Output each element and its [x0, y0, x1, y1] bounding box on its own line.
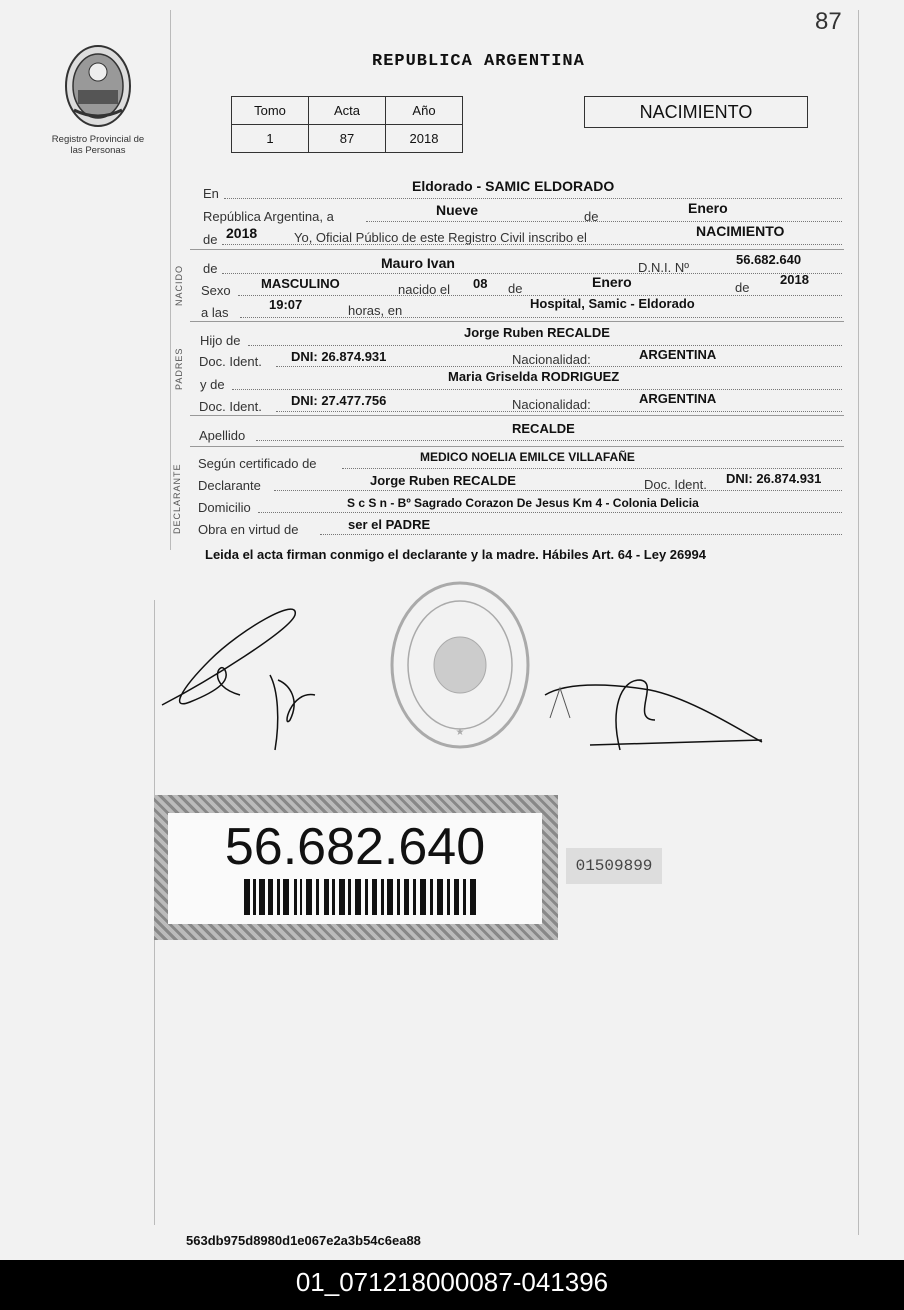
header-ano: Año	[386, 97, 463, 125]
father-nationality: ARGENTINA	[639, 347, 717, 362]
hijo-label: Hijo de	[200, 333, 241, 348]
alas-label: a las	[201, 305, 229, 320]
child-sex: MASCULINO	[261, 276, 340, 291]
section-separator	[190, 446, 844, 447]
control-code: 01509899	[566, 848, 662, 884]
father-name: Jorge Ruben RECALDE	[464, 325, 610, 340]
decl-doc-label: Doc. Ident.	[644, 477, 707, 492]
intro-place: Eldorado - SAMIC ELDORADO	[412, 178, 615, 194]
birth-year: 2018	[780, 272, 809, 287]
mother-doc-label: Doc. Ident.	[199, 399, 262, 414]
en-label: En	[203, 186, 219, 201]
obra-value: ser el PADRE	[348, 517, 431, 532]
mother-nat-label: Nacionalidad:	[512, 397, 591, 412]
birth-time: 19:07	[269, 297, 303, 312]
document-title: REPUBLICA ARGENTINA	[372, 52, 585, 71]
republica-label: República Argentina, a	[203, 209, 334, 224]
cert-value: MEDICO NOELIA EMILCE VILLAFAÑE	[420, 450, 635, 464]
official-stamp-icon	[392, 583, 528, 747]
barcode-icon	[244, 879, 480, 915]
dotted-line	[274, 490, 842, 491]
dotted-line	[342, 468, 842, 469]
signature-declarant-icon	[162, 609, 315, 750]
nacido-de-label: de	[203, 261, 218, 276]
document-hash: 563db975d8980d1e067e2a3b54c6ea88	[186, 1233, 421, 1248]
mother-nationality: ARGENTINA	[639, 391, 717, 406]
birth-month: Enero	[592, 274, 632, 290]
left-margin-line	[170, 10, 171, 550]
section-separator	[190, 249, 844, 250]
de-label: de	[584, 209, 599, 224]
decl-label: Declarante	[198, 478, 261, 493]
dotted-line	[258, 512, 842, 513]
dotted-line	[256, 440, 842, 441]
birth-day: 08	[473, 276, 488, 291]
decl-doc: DNI: 26.874.931	[726, 471, 822, 486]
act-type-box: NACIMIENTO	[584, 96, 808, 128]
father-doc-label: Doc. Ident.	[199, 354, 262, 369]
child-dni: 56.682.640	[736, 252, 802, 267]
dom-label: Domicilio	[198, 500, 251, 515]
section-separator	[190, 321, 844, 322]
intro-year: 2018	[226, 225, 258, 241]
section-separator	[190, 415, 844, 416]
nacido-el-label: nacido el	[398, 282, 451, 297]
apellido-value: RECALDE	[512, 421, 575, 436]
header-tomo: Tomo	[232, 97, 309, 125]
dotted-line	[240, 317, 842, 318]
horas-label: horas, en	[348, 303, 403, 318]
dotted-line	[224, 198, 842, 199]
signatures-and-stamp	[150, 570, 790, 770]
birth-place: Hospital, Samic - Eldorado	[530, 296, 695, 311]
dotted-line	[222, 273, 842, 274]
obra-label: Obra en virtud de	[198, 522, 299, 537]
right-margin-line	[858, 10, 859, 1235]
mother-name: Maria Griselda RODRIGUEZ	[448, 369, 620, 384]
header-acta: Acta	[309, 97, 386, 125]
decl-value: Jorge Ruben RECALDE	[370, 473, 516, 488]
child-name: Mauro Ivan	[381, 255, 455, 271]
signature-official-icon	[545, 680, 762, 750]
dotted-line	[366, 221, 842, 222]
dom-value: S c S n - Bº Sagrado Corazon De Jesus Km 4 - Colonia Delicia	[347, 496, 699, 510]
dni-label: D.N.I. Nº	[638, 260, 689, 275]
sticker-number: 56.682.640	[224, 818, 486, 876]
dotted-line	[248, 345, 842, 346]
sexo-label: Sexo	[201, 283, 231, 298]
nacido-side-label: NACIDO	[174, 264, 184, 306]
father-nat-label: Nacionalidad:	[512, 352, 591, 367]
mother-doc: DNI: 27.477.756	[291, 393, 387, 408]
official-name-stamp	[550, 688, 570, 718]
nacido-de3-label: de	[735, 280, 750, 295]
cert-label: Según certificado de	[198, 456, 317, 471]
svg-text:★: ★	[455, 727, 465, 738]
apellido-label: Apellido	[199, 428, 246, 443]
value-acta: 87	[309, 125, 386, 153]
page-number: 87	[815, 8, 842, 35]
dotted-line	[232, 389, 842, 390]
de2-label: de	[203, 232, 218, 247]
value-tomo: 1	[232, 125, 309, 153]
registry-table	[231, 96, 463, 153]
intro-month: Enero	[688, 200, 728, 216]
logo-caption: Registro Provincial de las Personas	[51, 134, 145, 156]
intro-day: Nueve	[436, 202, 479, 218]
province-seal-icon	[62, 42, 134, 130]
yde-label: y de	[200, 377, 225, 392]
intro-inscribo: NACIMIENTO	[696, 223, 785, 239]
declarante-side-label: DECLARANTE	[172, 463, 182, 534]
padres-side-label: PADRES	[174, 347, 184, 390]
nacido-de2-label: de	[508, 281, 523, 296]
dni-sticker	[154, 795, 558, 940]
closing-note: Leida el acta firman conmigo el declarante y la madre. Hábiles Art. 64 - Ley 26994	[205, 547, 706, 562]
footer-bar: 01_071218000087-041396	[0, 1260, 904, 1310]
father-doc: DNI: 26.874.931	[291, 349, 387, 364]
dotted-line	[320, 534, 842, 535]
value-ano: 2018	[386, 125, 463, 153]
yo-label: Yo, Oficial Público de este Registro Civil inscribo el	[294, 230, 587, 245]
